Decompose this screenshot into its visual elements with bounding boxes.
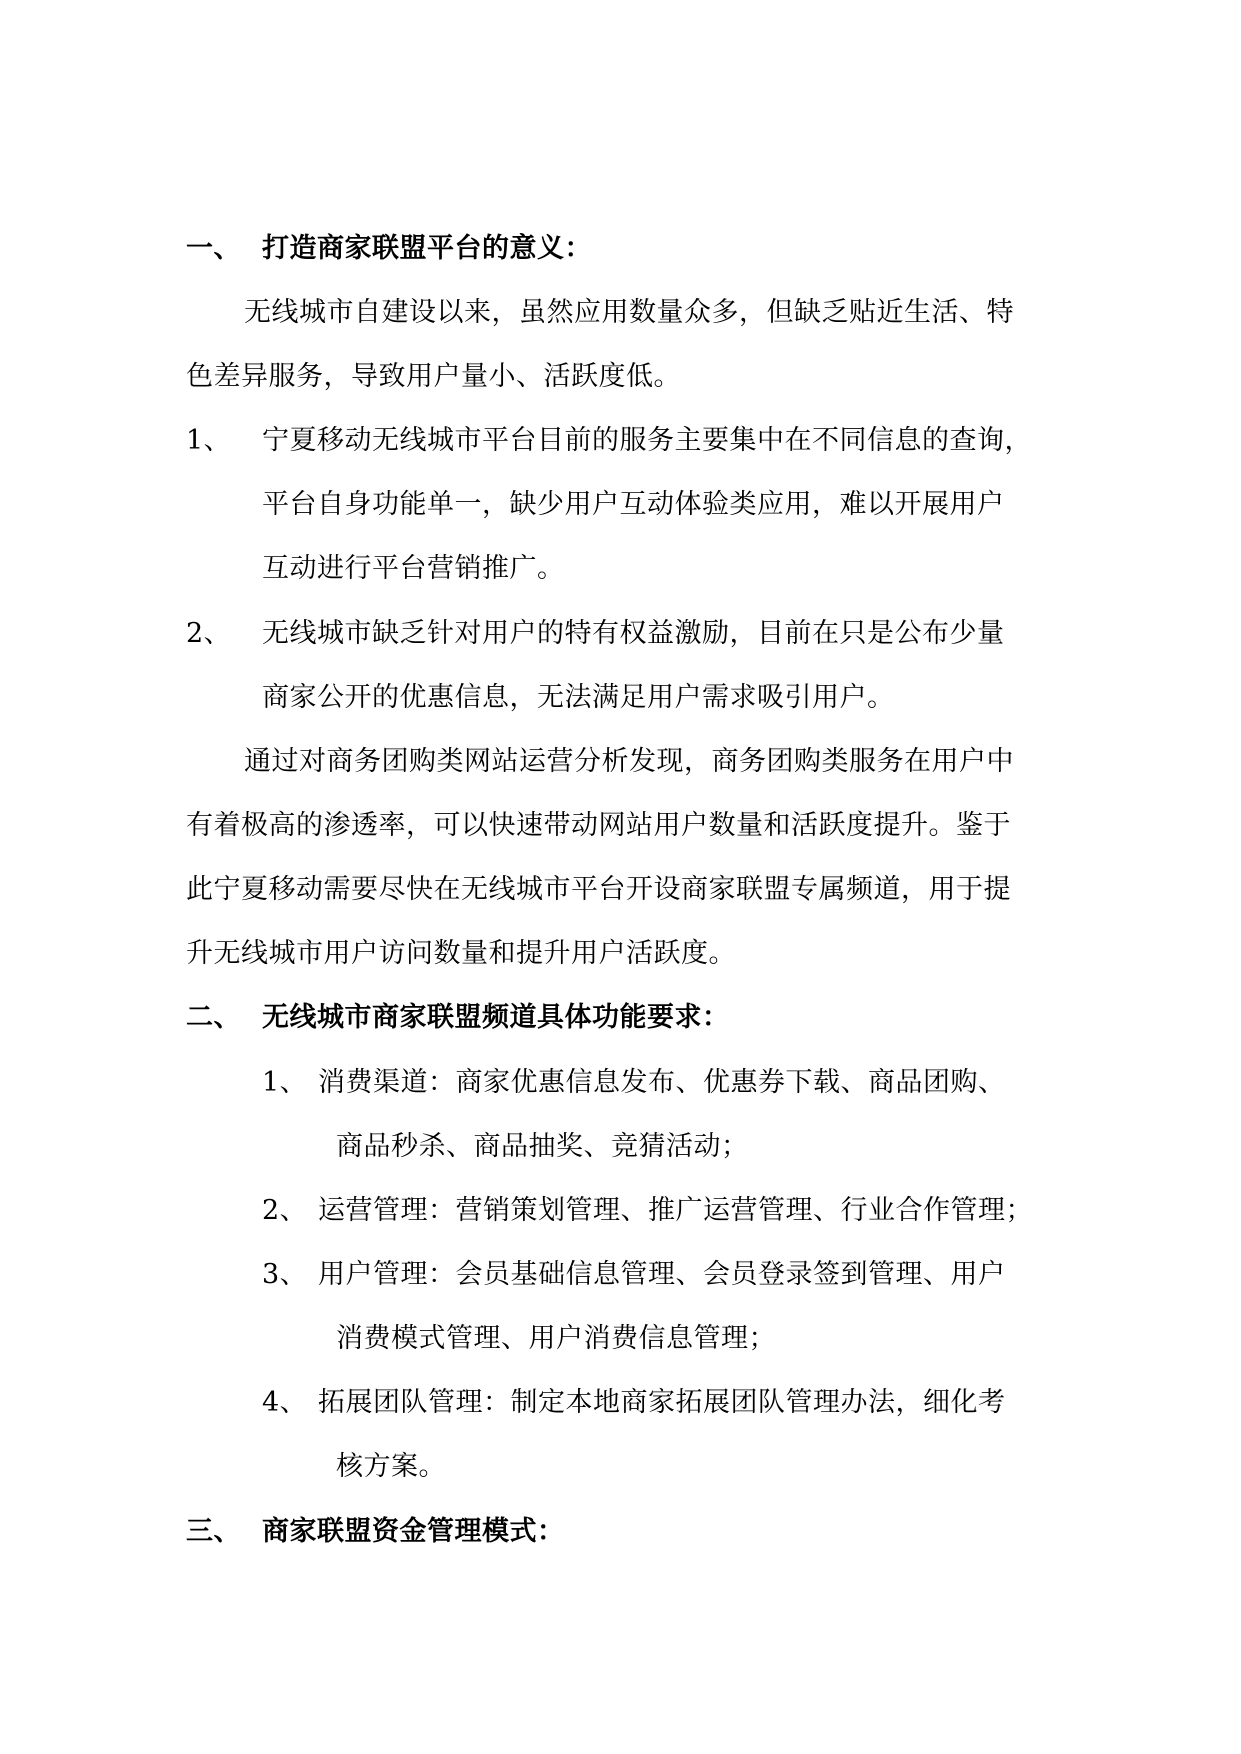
list-item-line: 无线城市缺乏针对用户的特有权益激励，目前在只是公布少量 <box>262 618 1005 649</box>
paragraph-line: 有着极高的渗透率，可以快速带动网站用户数量和活跃度提升。鉴于 <box>186 810 1011 841</box>
list-item-line: 商品秒杀、商品抽奖、竞猜活动； <box>336 1131 749 1162</box>
section-3-number: 三、 <box>186 1516 241 1547</box>
list-item-number: 2、 <box>186 618 232 649</box>
list-item-number: 3、 <box>262 1259 308 1290</box>
list-item-line: 消费模式管理、用户消费信息管理； <box>336 1323 776 1354</box>
list-item-line: 平台自身功能单一，缺少用户互动体验类应用，难以开展用户 <box>262 489 1005 520</box>
section-3-title: 商家联盟资金管理模式： <box>262 1516 565 1547</box>
list-item-line: 拓展团队管理：制定本地商家拓展团队管理办法，细化考 <box>318 1387 1006 1418</box>
list-item-line: 消费渠道：商家优惠信息发布、优惠券下载、商品团购、 <box>318 1067 1006 1098</box>
section-1-number: 一、 <box>186 233 241 264</box>
list-item-number: 2、 <box>262 1195 308 1226</box>
list-item-line: 运营管理：营销策划管理、推广运营管理、行业合作管理； <box>318 1195 1033 1226</box>
paragraph-line: 色差异服务，导致用户量小、活跃度低。 <box>186 361 681 392</box>
list-item-line: 商家公开的优惠信息，无法满足用户需求吸引用户。 <box>262 682 895 713</box>
section-1-title: 打造商家联盟平台的意义： <box>262 233 592 264</box>
list-item-number: 1、 <box>186 425 232 456</box>
section-2-title: 无线城市商家联盟频道具体功能要求： <box>262 1002 730 1033</box>
list-item-number: 4、 <box>262 1387 308 1418</box>
paragraph-line: 无线城市自建设以来，虽然应用数量众多，但缺乏贴近生活、特 <box>244 297 1014 328</box>
list-item-number: 1、 <box>262 1067 308 1098</box>
list-item-line: 用户管理：会员基础信息管理、会员登录签到管理、用户 <box>318 1259 1006 1290</box>
list-item-line: 互动进行平台营销推广。 <box>262 553 565 584</box>
paragraph-line: 升无线城市用户访问数量和提升用户活跃度。 <box>186 938 736 969</box>
list-item-line: 宁夏移动无线城市平台目前的服务主要集中在不同信息的查询， <box>262 425 1032 456</box>
section-2-number: 二、 <box>186 1002 241 1033</box>
paragraph-line: 通过对商务团购类网站运营分析发现，商务团购类服务在用户中 <box>244 746 1014 777</box>
list-item-line: 核方案。 <box>336 1451 446 1482</box>
paragraph-line: 此宁夏移动需要尽快在无线城市平台开设商家联盟专属频道，用于提 <box>186 874 1011 905</box>
